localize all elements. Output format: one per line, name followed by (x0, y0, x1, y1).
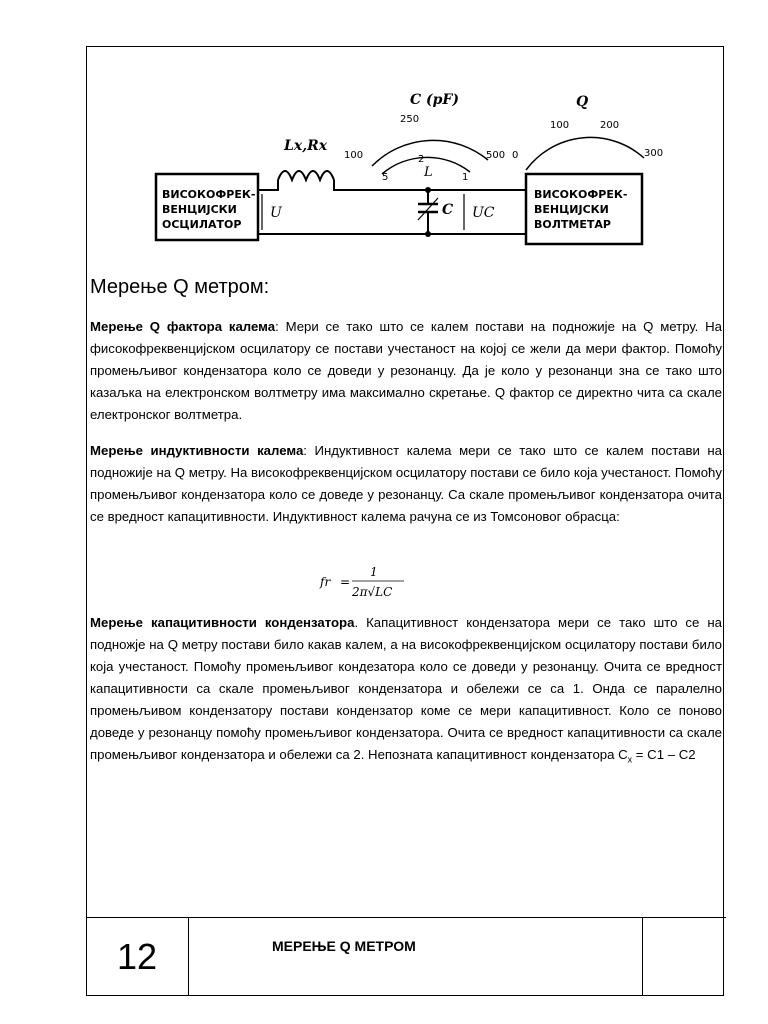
capacitor-label: C (442, 202, 454, 218)
formula-lhs: fr (320, 575, 331, 589)
q-scale-title: Q (576, 94, 589, 110)
para1-title: Мерење Q фактора калема (90, 319, 276, 334)
footer-empty-cell (642, 918, 725, 996)
formula-numerator: 1 (370, 565, 378, 579)
q-scale-mark-300: 300 (644, 148, 664, 159)
coil-label: Lx,Rx (284, 138, 328, 154)
l-scale-mark-5: 5 (382, 172, 389, 183)
para2-text: : Индуктивност калема мери се тако што се калем постави на подножије на Q метру. На високофреквенцијском осцилатору постави се било која учестаност. Помоћу промењљивог кондензатора коло се доведе у резонанцу. Са скале промењљивог кондензатора очита се вредност капацитивности. Индуктивност калема рачуна се из Томсоновог обрасца: (90, 443, 722, 524)
paragraph-inductance (90, 440, 722, 528)
footer-title: МЕРЕЊЕ Q МЕТРОМ (272, 938, 416, 954)
para1-text: : Мери се тако што се калем постави на подножије на Q метру. На фисокофреквенцијском осцилатору се постави учестаност на којој се жели да мери фактор. Помоћу промењљивог кондензатора коло се доведи у резонанцу. Да је коло у резонанци зна се тако што казаљка на електронском волтметру има максимално скретање. Q фактор се директно чита са скале електронског волтметра. (90, 319, 722, 422)
page-footer (86, 917, 726, 995)
u-label: U (270, 205, 282, 221)
oscillator-label-1: ВИСОКОФРЕК- (162, 188, 256, 201)
paragraph-q-factor (90, 316, 722, 426)
para3-subscript: x (627, 754, 633, 765)
para3-title: Мерење капацитивности кондензатора (90, 615, 355, 630)
l-scale-mark-2: 2 (418, 154, 425, 165)
oscillator-label-2: ВЕНЦИЈСКИ (162, 203, 237, 216)
q-scale-mark-200: 200 (600, 120, 620, 131)
formula-denominator: 2π√LC (352, 585, 393, 599)
thomson-formula (318, 562, 408, 606)
voltmeter-label-1: ВИСОКОФРЕК- (534, 188, 628, 201)
c-scale-mark-500: 500 (486, 150, 506, 161)
para3-tail: = C1 – C2 (632, 747, 696, 762)
coil-symbol (278, 171, 334, 180)
oscillator-label-3: ОСЦИЛАТОР (162, 218, 242, 231)
voltmeter-label-2: ВЕНЦИЈСКИ (534, 203, 609, 216)
voltmeter-label-3: ВОЛТМЕТАР (534, 218, 611, 231)
l-scale-mark-1: 1 (462, 172, 469, 183)
svg-text:=: = (340, 575, 351, 589)
page-number: 12 (86, 918, 189, 996)
para3-text: . Капацитивност кондензатора мери се тако што се на подножје на Q метру постави било какав калем, а на високофреквенцијском осцилатору постави било која учестаност. Помоћу промењљивог кондезатора коло се доведи у резонанцу. Очита се вредност капацитивности са скале промењљивог кондензатора и обележи се са 1. Онда се паралелно промењљивом кондензатору постави кондензатор коме се мери капацитивност. Коло се поново доведе у резонанцу помоћу промењљивог кондензатора. Очита се вредност капацитивности са скале промењљивог кондензатора и обележи са 2. Непозната капацитивност кондензатора C (90, 615, 722, 762)
l-label: L (424, 165, 433, 180)
q-meter-circuit-diagram (152, 80, 676, 276)
q-scale-mark-0: 0 (512, 150, 519, 161)
para2-title: Мерење индуктивности калема (90, 443, 304, 458)
page-heading: Мерење Q метром: (90, 276, 270, 298)
uc-label: UC (472, 205, 495, 221)
c-scale-title: C (pF) (410, 92, 459, 108)
q-scale-mark-100: 100 (550, 120, 570, 131)
c-scale-mark-100: 100 (344, 150, 364, 161)
paragraph-capacitance (90, 612, 722, 771)
c-scale-mark-250: 250 (400, 114, 420, 125)
